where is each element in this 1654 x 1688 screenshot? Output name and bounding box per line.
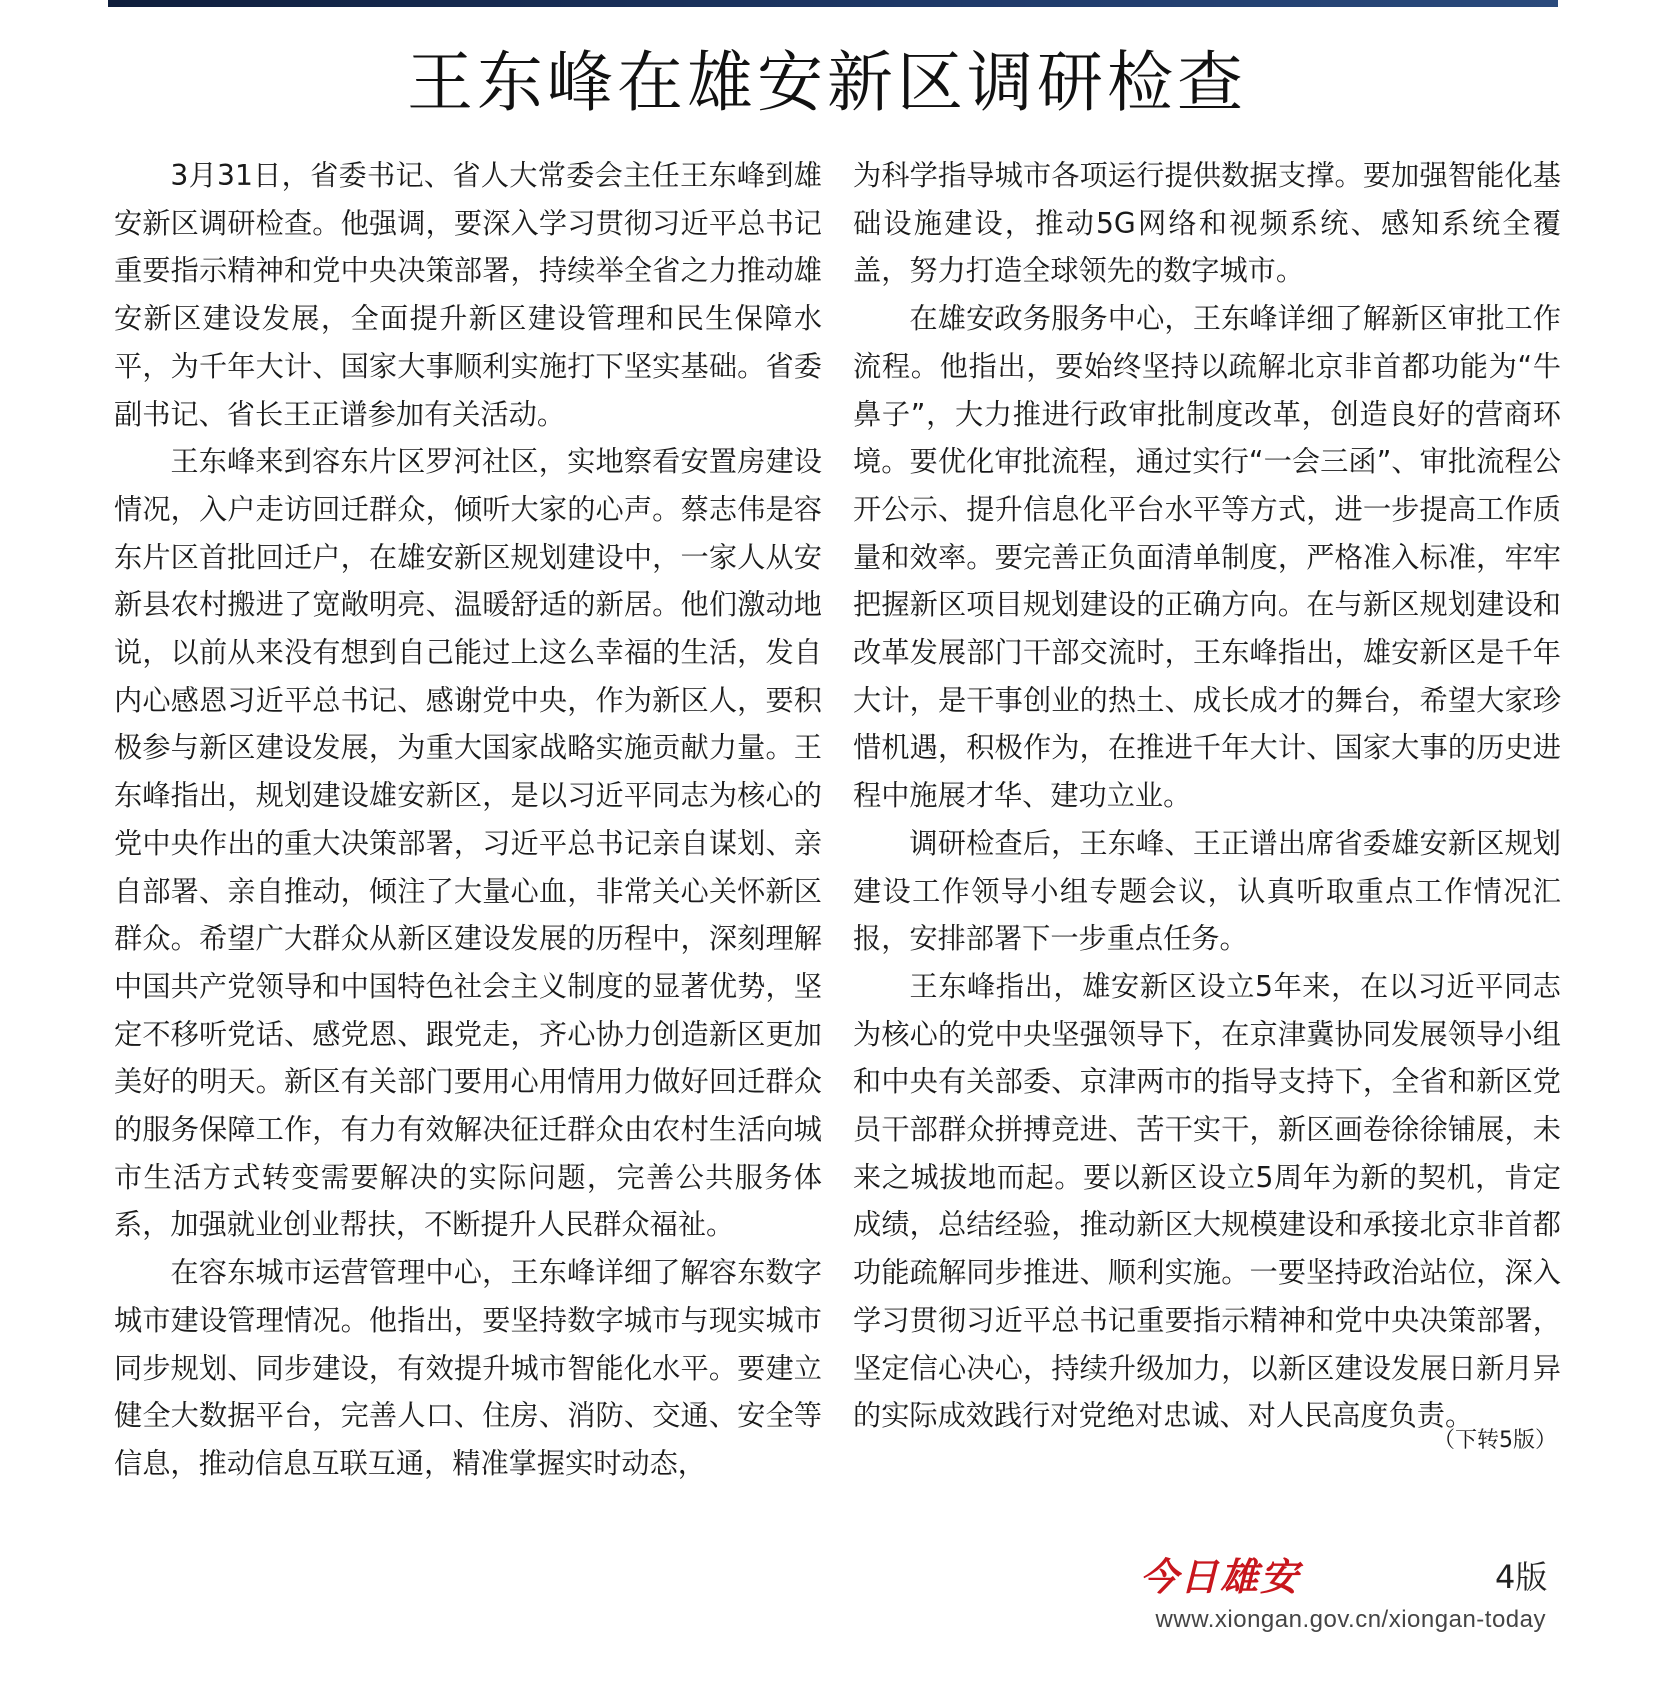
headline: 王东峰在雄安新区调研检查: [407, 44, 1247, 121]
page-number: 4版: [1495, 1558, 1548, 1596]
continued-on-note: （下转5版）: [1433, 1427, 1557, 1453]
site-url: www.xiongan.gov.cn/xiongan-today: [1155, 1606, 1546, 1633]
article-paragraph-continued: 为科学指导城市各项运行提供数据支撑。要加强智能化基础设施建设，推动5G网络和视频系统、感知系统全覆盖，努力打造全球领先的数字城市。: [853, 159, 1561, 288]
article-column-right: [853, 152, 1561, 1454]
brand-logo: 今日雄安: [1140, 1554, 1301, 1599]
article-paragraph: 在雄安政务服务中心，王东峰详细了解新区审批工作流程。他指出，要始终坚持以疏解北京非首都功能为“牛鼻子”，大力推进行政审批制度改革，创造良好的营商环境。要优化审批流程，通过实行“一会三函”、审批流程公开公示、提升信息化平台水平等方式，进一步提高工作质量和效率。要完善正负面清单制度，严格准入标准，牢牢把握新区项目规划建设的正确方向。在与新区规划建设和改革发展部门干部交流时，王东峰指出，雄安新区是千年大计，是干事创业的热土、成长成才的舞台，希望大家珍惜机遇，积极作为，在推进千年大计、国家大事的历史进程中施展才华、建功立业。: [853, 302, 1561, 813]
article-paragraph: 3月31日，省委书记、省人大常委会主任王东峰到雄安新区调研检查。他强调，要深入学习贯彻习近平总书记重要指示精神和党中央决策部署，持续举全省之力推动雄安新区建设发展，全面提升新区建设管理和民生保障水平，为千年大计、国家大事顺利实施打下坚实基础。省委副书记、省长王正谱参加有关活动。: [114, 159, 822, 431]
article-paragraph: 在容东城市运营管理中心，王东峰详细了解容东数字城市建设管理情况。他指出，要坚持数字城市与现实城市同步规划、同步建设，有效提升城市智能化水平。要建立健全大数据平台，完善人口、住房、消防、交通、安全等信息，推动信息互联互通，精准掌握实时动态，: [114, 1256, 822, 1480]
article-paragraph: 王东峰来到容东片区罗河社区，实地察看安置房建设情况，入户走访回迁群众，倾听大家的心声。蔡志伟是容东片区首批回迁户，在雄安新区规划建设中，一家人从安新县农村搬进了宽敞明亮、温暖舒适的新居。他们激动地说，以前从来没有想到自己能过上这么幸福的生活，发自内心感恩习近平总书记、感谢党中央，作为新区人，要积极参与新区建设发展，为重大国家战略实施贡献力量。王东峰指出，规划建设雄安新区，是以习近平同志为核心的党中央作出的重大决策部署，习近平总书记亲自谋划、亲自部署、亲自推动，倾注了大量心血，非常关心关怀新区群众。希望广大群众从新区建设发展的历程中，深刻理解中国共产党领导和中国特色社会主义制度的显著优势，坚定不移听党话、感党恩、跟党走，齐心协力创造新区更加美好的明天。新区有关部门要用心用情用力做好回迁群众的服务保障工作，有力有效解决征迁群众由农村生活向城市生活方式转变需要解决的实际问题，完善公共服务体系，加强就业创业帮扶，不断提升人民群众福祉。: [114, 445, 822, 1242]
top-rule: [108, 0, 1558, 7]
article-paragraph: 调研检查后，王东峰、王正谱出席省委雄安新区规划建设工作领导小组专题会议，认真听取重点工作情况汇报，安排部署下一步重点任务。: [853, 826, 1561, 956]
article-paragraph: 王东峰指出，雄安新区设立5年来，在以习近平同志为核心的党中央坚强领导下，在京津冀协同发展领导小组和中央有关部委、京津两市的指导支持下，全省和新区党员干部群众拼搏竞进、苦干实干，新区画卷徐徐铺展，未来之城拔地而起。要以新区设立5周年为新的契机，肯定成绩，总结经验，推动新区大规模建设和承接北京非首都功能疏解同步推进、顺利实施。一要坚持政治站位，深入学习贯彻习近平总书记重要指示精神和党中央决策部署，坚定信心决心，持续升级加力，以新区建设发展日新月异的实际成效践行对党绝对忠诚、对人民高度负责。: [853, 969, 1561, 1433]
article-column-left: [114, 152, 822, 1488]
